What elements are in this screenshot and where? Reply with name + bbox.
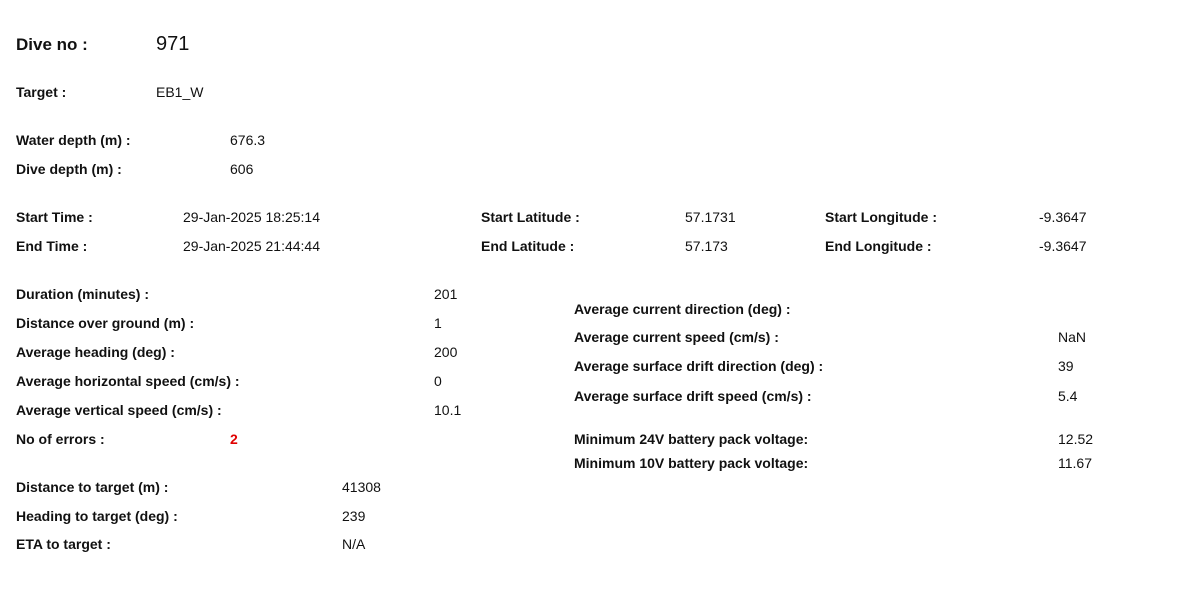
heading-to-target-value: 239	[342, 508, 366, 524]
start-longitude-value: -9.3647	[1039, 209, 1087, 225]
average-surface-drift-direction-label: Average surface drift direction (deg) :	[574, 358, 824, 374]
average-surface-drift-speed-label: Average surface drift speed (cm/s) :	[574, 388, 812, 404]
start-time-value: 29-Jan-2025 18:25:14	[183, 209, 320, 225]
errors-label: No of errors :	[16, 431, 105, 447]
duration-label: Duration (minutes) :	[16, 286, 149, 302]
min-10v-battery-value: 11.67	[1058, 455, 1092, 471]
eta-to-target-label: ETA to target :	[16, 536, 111, 552]
min-24v-battery-label: Minimum 24V battery pack voltage:	[574, 431, 809, 447]
errors-count: 2	[230, 431, 238, 447]
end-longitude-value: -9.3647	[1039, 238, 1087, 254]
start-latitude-label: Start Latitude :	[481, 209, 580, 225]
water-depth-label: Water depth (m) :	[16, 132, 131, 148]
dive-no-label: Dive no :	[16, 35, 88, 54]
average-surface-drift-speed-value: 5.4	[1058, 388, 1078, 404]
distance-to-target-label: Distance to target (m) :	[16, 479, 169, 495]
dive-depth-label: Dive depth (m) :	[16, 161, 122, 177]
average-horizontal-speed-label: Average horizontal speed (cm/s) :	[16, 373, 240, 389]
duration-value: 201	[434, 286, 458, 302]
end-longitude-label: End Longitude :	[825, 238, 932, 254]
target-label: Target :	[16, 84, 67, 100]
average-surface-drift-direction-value: 39	[1058, 358, 1074, 374]
distance-over-ground-value: 1	[434, 315, 442, 331]
water-depth-value: 676.3	[230, 132, 266, 148]
min-10v-battery-label: Minimum 10V battery pack voltage:	[574, 455, 809, 471]
average-vertical-speed-label: Average vertical speed (cm/s) :	[16, 402, 222, 418]
dive-depth-value: 606	[230, 161, 254, 177]
min-24v-battery-value: 12.52	[1058, 431, 1094, 447]
eta-to-target-value: N/A	[342, 536, 366, 552]
average-current-direction-label: Average current direction (deg) :	[574, 301, 791, 317]
start-latitude-value: 57.1731	[685, 209, 736, 225]
distance-to-target-value: 41308	[342, 479, 381, 495]
end-latitude-label: End Latitude :	[481, 238, 575, 254]
end-time-value: 29-Jan-2025 21:44:44	[183, 238, 320, 254]
start-longitude-label: Start Longitude :	[825, 209, 937, 225]
distance-over-ground-label: Distance over ground (m) :	[16, 315, 195, 331]
end-latitude-value: 57.173	[685, 238, 728, 254]
dive-no-value: 971	[156, 33, 190, 55]
heading-to-target-label: Heading to target (deg) :	[16, 508, 178, 524]
average-heading-value: 200	[434, 344, 458, 360]
start-time-label: Start Time :	[16, 209, 93, 225]
target-value: EB1_W	[156, 84, 204, 100]
average-heading-label: Average heading (deg) :	[16, 344, 175, 360]
average-current-speed-value: NaN	[1058, 329, 1087, 345]
end-time-label: End Time :	[16, 238, 88, 254]
average-vertical-speed-value: 10.1	[434, 402, 462, 418]
average-current-speed-label: Average current speed (cm/s) :	[574, 329, 779, 345]
average-horizontal-speed-value: 0	[434, 373, 442, 389]
